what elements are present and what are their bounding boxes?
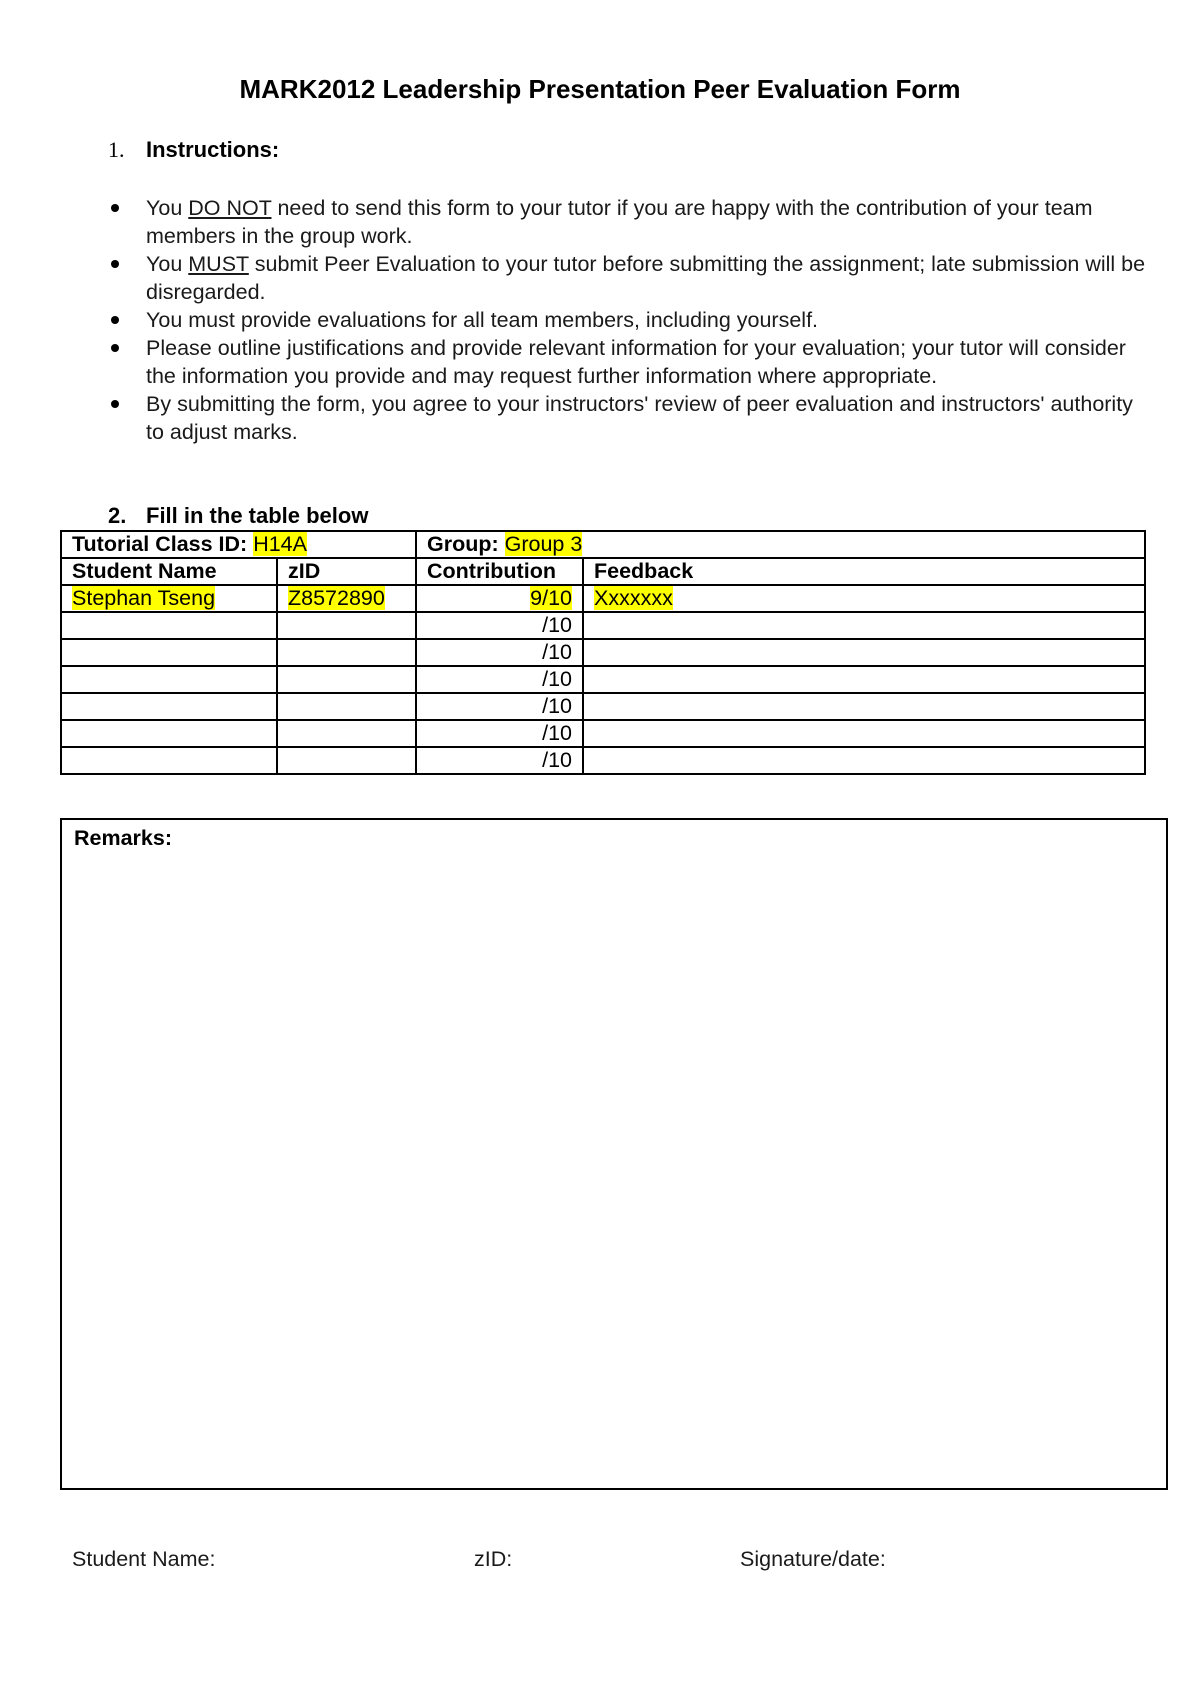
remarks-box[interactable] <box>60 818 1168 1490</box>
bullet-icon <box>111 260 119 268</box>
remarks-label: Remarks: <box>74 826 172 850</box>
zid-cell[interactable] <box>277 612 416 639</box>
student-name-cell[interactable] <box>61 639 277 666</box>
section-1-number: 1. <box>108 137 125 162</box>
table-row <box>61 666 1145 693</box>
bullet-icon <box>111 400 119 408</box>
contribution-cell[interactable]: /10 <box>416 720 583 747</box>
footer-signature-date: Signature/date: <box>740 1547 886 1571</box>
section-2-number: 2. <box>108 503 127 528</box>
table-info-row <box>61 531 1145 558</box>
section-2-heading <box>108 502 368 530</box>
header-feedback: Feedback <box>583 558 1145 585</box>
header-zid: zID <box>277 558 416 585</box>
feedback-cell[interactable] <box>583 666 1145 693</box>
feedback-cell[interactable] <box>583 720 1145 747</box>
feedback-cell[interactable] <box>583 693 1145 720</box>
zid-cell[interactable] <box>277 720 416 747</box>
footer-zid: zID: <box>474 1547 513 1571</box>
table-row <box>61 693 1145 720</box>
student-name-cell[interactable] <box>61 720 277 747</box>
feedback-cell[interactable] <box>583 747 1145 774</box>
header-contribution: Contribution <box>416 558 583 585</box>
instruction-item: You DO NOT need to send this form to your tutor if you are happy with the contribution of your team members in the group work. <box>108 194 1148 250</box>
table-row <box>61 747 1145 774</box>
tutorial-class-value: H14A <box>253 532 307 556</box>
instruction-item: Please outline justifications and provide relevant information for your evaluation; your tutor will consider the information you provide and may request further information where appropriate. <box>108 334 1148 390</box>
instruction-item: You must provide evaluations for all team members, including yourself. <box>108 306 1148 334</box>
contribution-cell[interactable]: /10 <box>416 639 583 666</box>
contribution-cell[interactable]: 9/10 <box>416 585 583 612</box>
zid-cell[interactable]: Z8572890 <box>277 585 416 612</box>
page-title: MARK2012 Leadership Presentation Peer Evaluation Form <box>239 74 961 104</box>
contribution-cell[interactable]: /10 <box>416 693 583 720</box>
emphasis-must: MUST <box>188 252 249 276</box>
group-value: Group 3 <box>504 532 583 556</box>
table-row <box>61 639 1145 666</box>
student-name-cell[interactable] <box>61 747 277 774</box>
feedback-cell[interactable]: Xxxxxxx <box>583 585 1145 612</box>
contribution-cell[interactable]: /10 <box>416 666 583 693</box>
feedback-cell[interactable] <box>583 612 1145 639</box>
bullet-icon <box>111 344 119 352</box>
table-header-row <box>61 558 1145 585</box>
header-student-name: Student Name <box>61 558 277 585</box>
peer-evaluation-table <box>60 530 1146 775</box>
table-row <box>61 585 1145 612</box>
group-cell[interactable]: Group: Group 3 <box>416 531 1145 558</box>
zid-cell[interactable] <box>277 666 416 693</box>
table-row <box>61 720 1145 747</box>
instruction-item: By submitting the form, you agree to your instructors' review of peer evaluation and instructors' authority to adjust marks. <box>108 390 1148 446</box>
section-2-title: Fill in the table below <box>146 503 369 528</box>
section-1-heading <box>108 136 279 164</box>
student-name-cell[interactable]: Stephan Tseng <box>61 585 277 612</box>
feedback-cell[interactable] <box>583 639 1145 666</box>
table-row <box>61 612 1145 639</box>
bullet-icon <box>111 316 119 324</box>
instruction-item: You MUST submit Peer Evaluation to your tutor before submitting the assignment; late submission will be disregarded. <box>108 250 1148 306</box>
contribution-cell[interactable]: /10 <box>416 747 583 774</box>
zid-cell[interactable] <box>277 747 416 774</box>
emphasis-do-not: DO NOT <box>188 196 272 220</box>
tutorial-class-cell[interactable]: Tutorial Class ID: H14A <box>61 531 416 558</box>
footer-student-name: Student Name: <box>72 1547 216 1571</box>
section-1-title: Instructions: <box>146 137 280 162</box>
contribution-cell[interactable]: /10 <box>416 612 583 639</box>
bullet-icon <box>111 204 119 212</box>
zid-cell[interactable] <box>277 639 416 666</box>
zid-cell[interactable] <box>277 693 416 720</box>
student-name-cell[interactable] <box>61 612 277 639</box>
instructions-list <box>108 194 1148 446</box>
student-name-cell[interactable] <box>61 666 277 693</box>
student-name-cell[interactable] <box>61 693 277 720</box>
